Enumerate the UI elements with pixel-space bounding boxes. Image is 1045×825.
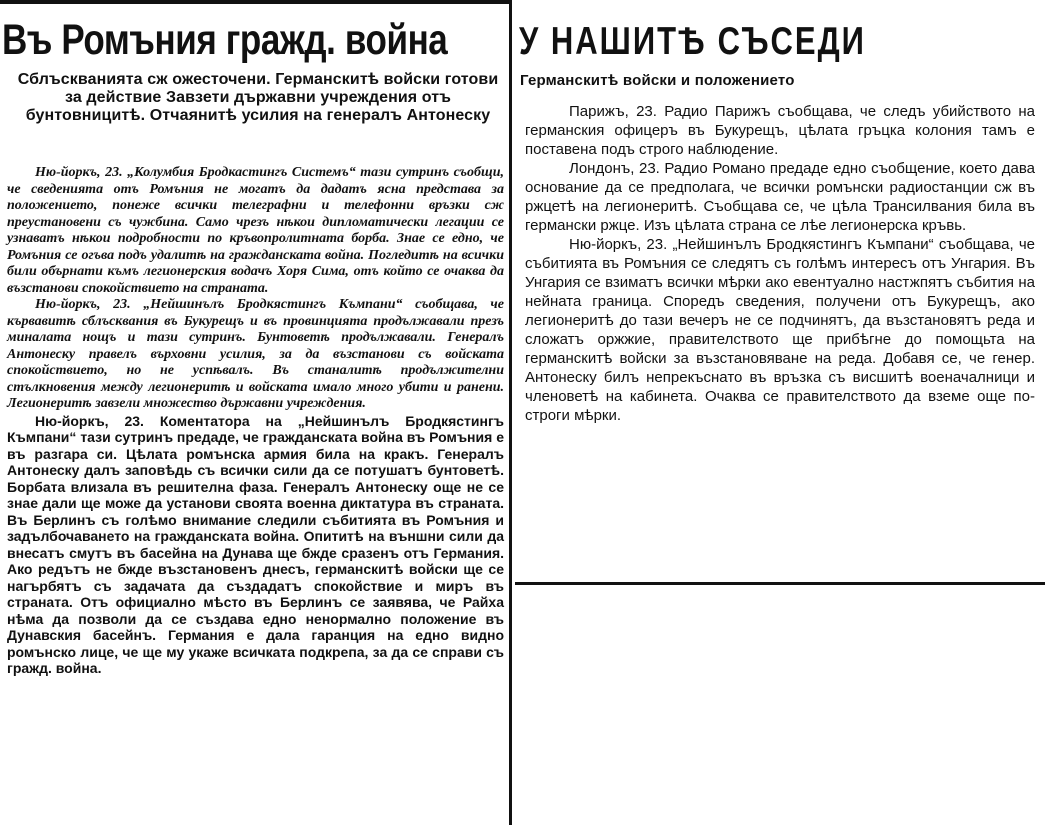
left-headline: Въ Ромъния гражд. война [2,16,448,64]
right-paragraph-london: Лондонъ, 23. Радио Романо предаде едно съобщение, което дава основание да се предполага, че всички ромънски радиостанции сж въ ржцетѣ на легионеритѣ. Съобщава се, че цѣла Трансилвания била въ германски ржце. Изъ цѣлата страна се лѣе легионерска кръвь. [525,160,1035,234]
right-paragraph-paris: Парижъ, 23. Радио Парижъ съобщава, че следъ убийството на германския офицеръ въ Букурещъ, цѣлата гръцка колония тамъ е поставена подъ строго наблюдение. [525,103,1035,158]
right-subheadline: Германскитѣ войски и положението [520,72,795,89]
left-paragraph-commentator: Ню-йоркъ, 23. Коментатора на „Нейшинълъ Бродкястингъ Къмпани“ тази сутринъ предаде, че гражданската война въ Ромъния е въ разгара си. Цѣлата ромънска армия била на кракъ. Генералъ Антонеску далъ заповѣдь съ всички сили да се потушатъ бунтоветѣ. Борбата влизала въ решителна фаза. Генералъ Антонеску още не се знае дали ще може да установи своята военна диктатура въ страната. Въ Берлинъ съ голѣмо внимание следили събитията въ Ромъния и задълбочаването на гражданската война. Опититѣ на външни сили да внесатъ смутъ въ басейна на Дунава ще бжде сразенъ отъ Германия. Ако редътъ не бжде възстановенъ днесъ, германскитѣ войски ще се нагърбятъ съ задачата да създадатъ спокойствие и миръ въ страната. Отъ официално мѣсто въ Берлинъ се заявява, че Райха нѣма да позволи да се създава едно ненормално положение въ Дунавския басейнъ. Германия е дала гаранция на едно видно ромънско лице, че ще му укаже всичката подкрепа, за да се справи съ гражд. война. [7,412,504,676]
left-paragraph-columbia: Ню-йоркъ, 23. „Колумбия Бродкастингъ Системъ“ тази сутринъ съобщи, че сведенията отъ Ромъния не могатъ да дадатъ ясна представа за положението, понеже всички телеграфни и телефонни връзки сж преустановени съ чужбина. Само чрезъ нѣкои дипломатически легации се узнаватъ нѣкои подробности по кръвопролитната борба. Знае се едно, че Ромъния се огъва подъ удалитѣ на гражданската война. Погледитѣ на всички били обърнати къмъ легионерския водачъ Хоря Сима, отъ който се очаква да възстанови спокойствието на страната. [7,165,504,296]
left-paragraph-nbc: Ню-йоркъ, 23. „Нейшинълъ Бродкястингъ Къмпани“ съобщава, че кървавитѣ сблъсквания въ Букурещъ и въ провинцията продължавали презъ миналата нощъ и тази сутринъ. Бунтоветѣ продължавали. Генералъ Антонеску правелъ върховни усилия, за да възстанови съ войската спокойствието, но не успѣвалъ. Въ станалитѣ продължителни стълкновения между легионеритѣ и войската имало много убити и ранени. Легионеритѣ завзели множество държавни учреждения. [7,297,504,411]
top-rule [0,0,512,4]
right-paragraph-new-york: Ню-йоркъ, 23. „Нейшинълъ Бродкястингъ Къмпани“ съобщава, че събитията въ Ромъния се следятъ съ голѣмъ интересъ отъ Унгария. Въ Унгария се взиматъ всички мѣрки ако евентуално настжпятъ събития на нейната граница. Споредъ сведения, получени отъ Букурещъ, ако легионеритѣ до тази вечеръ не се подчинятъ, да възстановятъ реда и сложатъ оржжие, правителството ще прибѣгне до помощьта на германскитѣ войски за възстановяване на реда. Добавя се, че генер. Антонеску билъ непрекъснато въ връзка съ висшитѣ военачалници и членоветѣ на кабинета. Очаква се правителството да вземе още по-строги мѣрки. [525,236,1035,424]
right-headline: У НАШИТѢ СЪСЕДИ [519,19,866,63]
right-article-column [515,0,1045,585]
left-subheadline: Сблъскванията сж ожесточени. Германскитѣ войски готови за действие Завзети държавни учреждения отъ бунтовницитѣ. Отчаянитѣ усилия на генералъ Антонеску [17,71,499,124]
right-article-body [525,102,1035,425]
blank-area [515,585,1045,825]
left-article-body [7,165,504,677]
left-article-column [0,0,512,825]
